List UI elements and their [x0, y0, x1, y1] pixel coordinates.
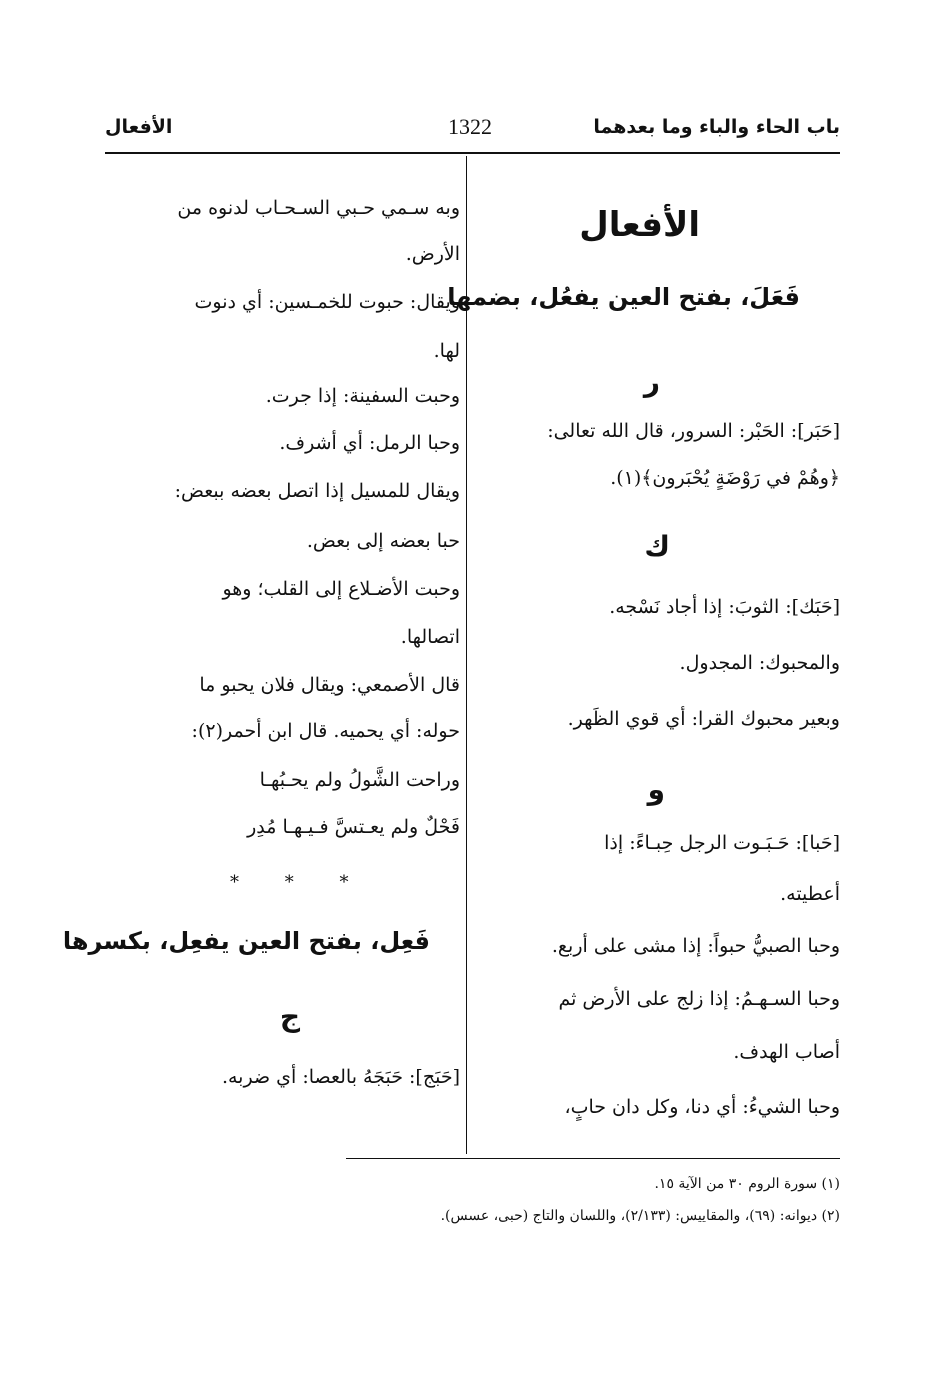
entry-line: وبه سـمي حـبي السـحـاب لدنوه من [177, 197, 460, 219]
section-heading: الأفعال [579, 205, 700, 245]
entry-line: وحبا الرمل: أي أشرف. [279, 432, 460, 454]
entry-line: وحبت الأضـلاع إلى القلب؛ وهو [222, 578, 460, 600]
entry-line: [حَبَر]: الحَبْر: السرور، قال الله تعالى: [547, 420, 840, 442]
entry-line: الأرض. [405, 243, 460, 265]
entry-line: وبعير محبوك القرا: أي قوي الظَهر. [567, 708, 840, 730]
header-chapter-title: باب الحاء والباء وما بعدهما [593, 116, 840, 138]
root-letter-heading: ك [644, 530, 670, 563]
entry-line: [حَبَك]: الثوبَ: إذا أجاد نَسْجه. [609, 596, 840, 618]
verb-pattern-heading: فَعَلَ، بفتح العين يفعُل، بضمها [447, 283, 800, 311]
entry-line: وحبا الشيءُ: أي دنا، وكل دان حابٍ، [564, 1096, 840, 1118]
header-section-title: الأفعال [105, 116, 173, 138]
entry-line: ﴿وهُمْ في رَوْضَةٍ يُحْبَرون﴾(١). [610, 467, 840, 489]
running-header [105, 112, 840, 154]
footnote: (٢) ديوانه: (٦٩)، والمقاييس: (٢/١٣٣)، واللسان والتاج (حبى، عسس). [440, 1208, 840, 1224]
poetry-verse-line: فَحْلٌ ولم يعـتسَّ فـيـهـا مُدِر [247, 816, 460, 838]
entry-line: أعطيته. [780, 883, 840, 905]
entry-line: لها. [433, 340, 460, 362]
root-letter-heading: ر [643, 365, 660, 398]
entry-line: قال الأصمعي: ويقال فلان يحبو ما [199, 674, 460, 696]
poetry-verse-line: وراحت الشَّولُ ولم يحـبُهـا [259, 769, 460, 791]
page-number: 1322 [448, 114, 492, 139]
footnote: (١) سورة الروم ٣٠ من الآية ١٥. [654, 1176, 840, 1192]
entry-line: ويقال: حبوت للخمـسين: أي دنوت [194, 291, 460, 313]
entry-line: وحبا السـهـمُ: إذا زلج على الأرض ثم [558, 988, 840, 1010]
footnote-rule [346, 1158, 840, 1159]
entry-line: حوله: أي يحميه. قال ابن أحمر(٢): [191, 720, 460, 742]
verb-pattern-heading: فَعِل، بفتح العين يفعِل، بكسرها [62, 927, 430, 955]
entry-line: والمحبوك: المجدول. [679, 652, 840, 674]
entry-line: حبا بعضه إلى بعض. [306, 530, 460, 552]
root-letter-heading: و [647, 773, 665, 806]
entry-line: [حَبا]: حَـبَـوت الرجل حِبـاءً: إذا [604, 832, 840, 854]
entry-line: [حَبَج]: حَبَجَهُ بالعصا: أي ضربه. [221, 1066, 460, 1088]
entry-line: أصاب الهدف. [733, 1041, 840, 1063]
entry-line: اتصالها. [400, 626, 460, 648]
section-separator-stars: * * * [230, 872, 369, 893]
entry-line: ويقال للمسيل إذا اتصل بعضه ببعض: [174, 480, 460, 502]
root-letter-heading: ج [279, 1000, 300, 1033]
entry-line: وحبا الصبيُّ حبواً: إذا مشى على أربع. [551, 935, 840, 957]
entry-line: وحبت السفينة: إذا جرت. [265, 385, 460, 407]
